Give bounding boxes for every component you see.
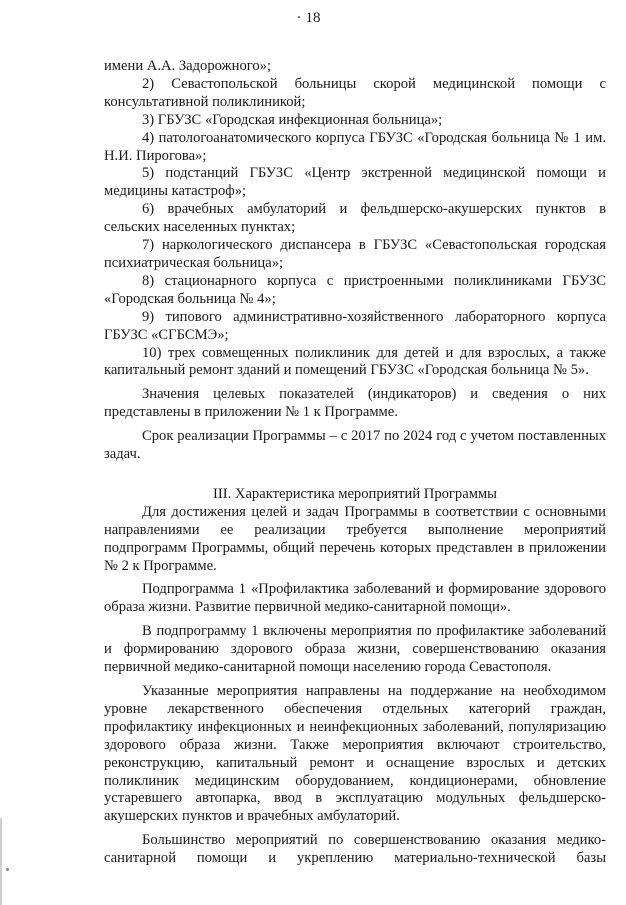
list-item-5: 5) подстанций ГБУЗС «Центр экстренной медицинской помощи и медицины катастроф»; (104, 165, 606, 200)
list-item-2: 2) Севастопольской больницы скорой медицинской помощи с консультативной поликлиникой; (104, 75, 606, 110)
section-paragraph-2: Подпрограмма 1 «Профилактика заболеваний и формирование здорового образа жизни. Развитие первичной медико-санитарной помощи». (104, 581, 606, 616)
document-body (104, 58, 606, 868)
list-item-6: 6) врачебных амбулаторий и фельдшерско-акушерских пунктов в сельских населенных пунктах; (104, 201, 606, 236)
list-item-9: 9) типового административно-хозяйственного лабораторного корпуса ГБУЗС «СГБСМЭ»; (104, 308, 606, 343)
scan-edge (0, 818, 2, 905)
list-item-7: 7) наркологического диспансера в ГБУЗС «Севастопольская городская психиатрическая больница»; (104, 237, 606, 271)
section-paragraph-4: Указанные мероприятия направлены на поддержание на необходимом уровне лекарственного обеспечения отдельных категорий граждан, профилактику инфекционных и неинфекционных заболеваний, популяризацию здорового образа жизни. Также мероприятия включают строительство, реконструкцию, капитальный ремонт и оснащение взрослых и детских поликлиник медицинским оборудованием, кондиционерами, обновление устаревшего автопарка, ввод в эксплуатацию модульных фельдшерско-акушерских пунктов и врачебных амбулаторий. (104, 683, 606, 825)
paragraph-term: Срок реализации Программы – с 2017 по 2024 год с учетом поставленных задач. (104, 428, 606, 463)
paragraph-continuation: имени А.А. Задорожного»; (104, 58, 272, 74)
list-item-8: 8) стационарного корпуса с пристроенными поликлиниками ГБУЗС «Городская больница № 4»; (104, 272, 606, 307)
section-paragraph-3: В подпрограмму 1 включены мероприятия по профилактике заболеваний и формированию здорового образа жизни, совершенствованию оказания первичной медико-санитарной помощи населению города Севастополя. (104, 623, 606, 676)
scan-mark (6, 868, 9, 871)
paragraph-indicators: Значения целевых показателей (индикаторов) и сведения о них представлены в приложении № 1 к Программе. (104, 386, 606, 421)
section-paragraph-1: Для достижения целей и задач Программы в соответствии с основными направлениями ее реализации требуется выполнение мероприятий подпрограмм Программы, общий перечень которых представлен в приложении № 2 к Программе. (104, 503, 606, 574)
section-heading: III. Характеристика мероприятий Программы (213, 485, 497, 502)
list-item-3: 3) ГБУЗС «Городская инфекционная больница»; (142, 111, 443, 128)
list-item-4: 4) патологоанатомического корпуса ГБУЗС «Городская больница № 1 им. Н.И. Пирогова»; (104, 129, 606, 164)
page-number: 18 (305, 10, 321, 26)
section-paragraph-5: Большинство мероприятий по совершенствованию оказания медико-санитарной помощи и укреплению материально-технической базы (104, 832, 606, 867)
scan-dot (298, 16, 300, 18)
list-item-10: 10) трех совмещенных поликлиник для детей и для взрослых, а также капитальный ремонт зданий и помещений ГБУЗС «Городская больница № 5». (104, 344, 606, 379)
